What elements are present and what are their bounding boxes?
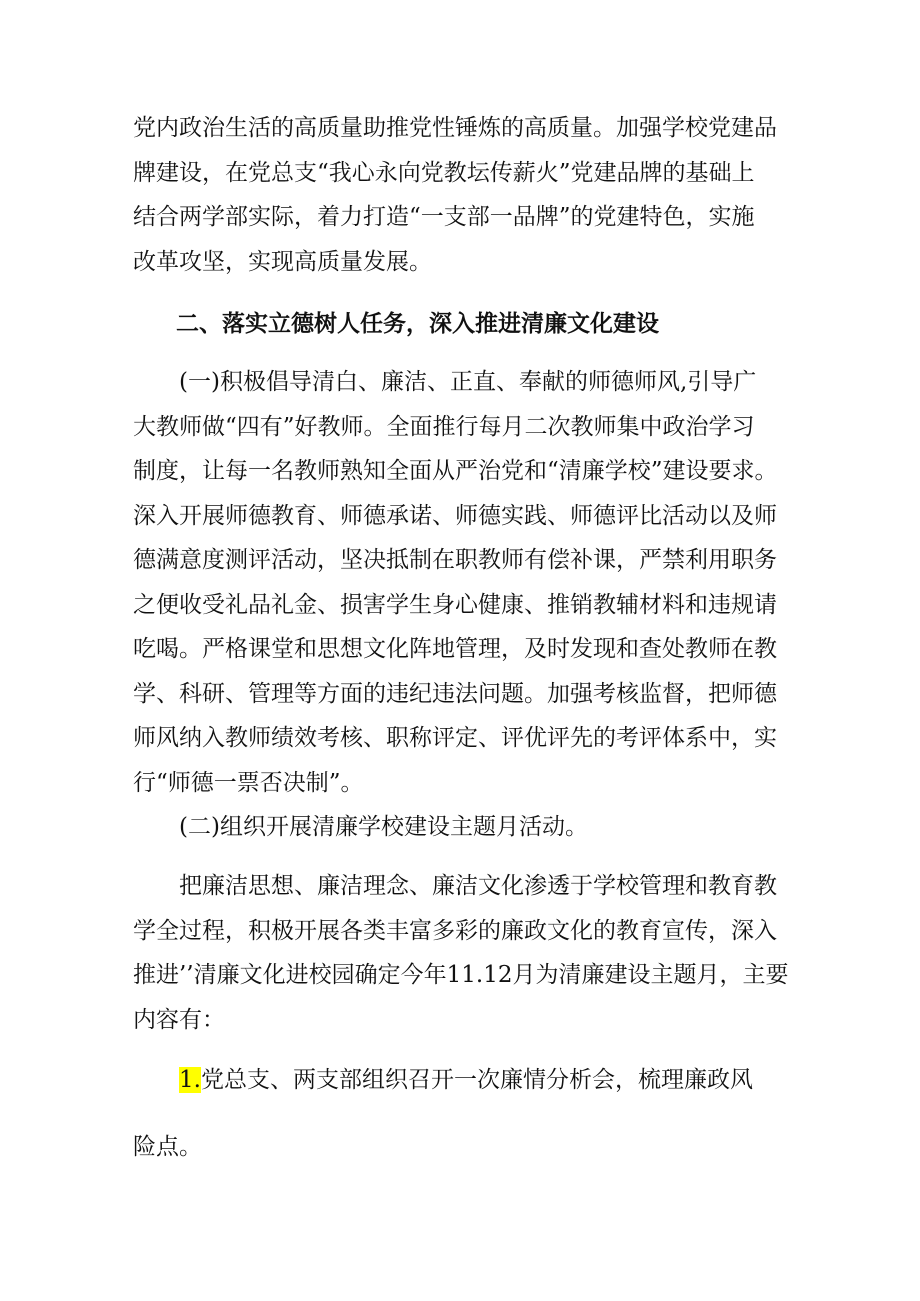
text-line: 学全过程，积极开展各类丰富多彩的廉政文化的教育宣传，深入 (133, 917, 777, 944)
paragraph-clean-culture (133, 864, 793, 1042)
text-line: 推进’’清廉文化进校园确定今年11.12月为清廉建设主题月，主要 (133, 962, 789, 988)
text-line: (一)积极倡导清白、廉洁、正直、奉献的师德师风,引导广 (179, 369, 757, 395)
text-line: 把廉洁思想、廉洁理念、廉洁文化渗透于学校管理和教育教 (179, 873, 777, 899)
text-line: 吃喝。严格课堂和思想文化阵地管理，及时发现和查处教师在教 (133, 636, 777, 662)
text-line: 党内政治生活的高质量助推党性锤炼的高质量。加强学校党建品 (133, 115, 777, 141)
text-line: (二)组织开展清廉学校建设主题月活动。 (179, 814, 588, 840)
paragraph-theme-month (133, 805, 793, 850)
text-line: 改革攻坚，实现高质量发展。 (133, 248, 432, 275)
text-line: 内容有： (133, 1006, 225, 1033)
text-line: 牌建设，在党总支“我心永向党教坛传薪火”党建品牌的基础上 (133, 159, 755, 186)
paragraph-party-building (133, 106, 793, 284)
text-line: 险点。 (133, 1134, 202, 1160)
text-line: 大教师做“四有”好教师。全面推行每月二次教师集中政治学习 (133, 413, 755, 440)
text-line: 行“师德一票否决制”。 (133, 769, 364, 796)
text-line: 结合两学部实际，着力打造“一支部一品牌”的党建特色，实施 (133, 204, 755, 230)
text-line: 德满意度测评活动，坚决抵制在职教师有偿补课，严禁利用职务 (133, 547, 777, 573)
list-item-1-continuation (133, 1125, 793, 1170)
list-item-line (133, 1058, 793, 1103)
list-item-1 (133, 1058, 793, 1103)
text-line: 师风纳入教师绩效考核、职称评定、评优评先的考评体系中，实 (133, 725, 777, 751)
text-line: 制度，让每一名教师熟知全面从严治党和“清廉学校”建设要求。 (133, 458, 778, 484)
paragraph-teacher-ethics (133, 360, 793, 805)
section-heading: 二、落实立德树人任务，深入推进清廉文化建设 (176, 311, 659, 337)
text-line: 学、科研、管理等方面的违纪违法问题。加强考核监督，把师德 (133, 680, 777, 707)
text-line: 深入开展师德教育、师德承诺、师德实践、师德评比活动以及师 (133, 502, 777, 529)
text-line: 之便收受礼品礼金、损害学生身心健康、推销教辅材料和违规请 (133, 591, 777, 618)
highlighted-item-number: 1. (179, 1067, 201, 1093)
list-item-text: 党总支、两支部组织召开一次廉情分析会，梳理廉政风 (200, 1067, 753, 1093)
